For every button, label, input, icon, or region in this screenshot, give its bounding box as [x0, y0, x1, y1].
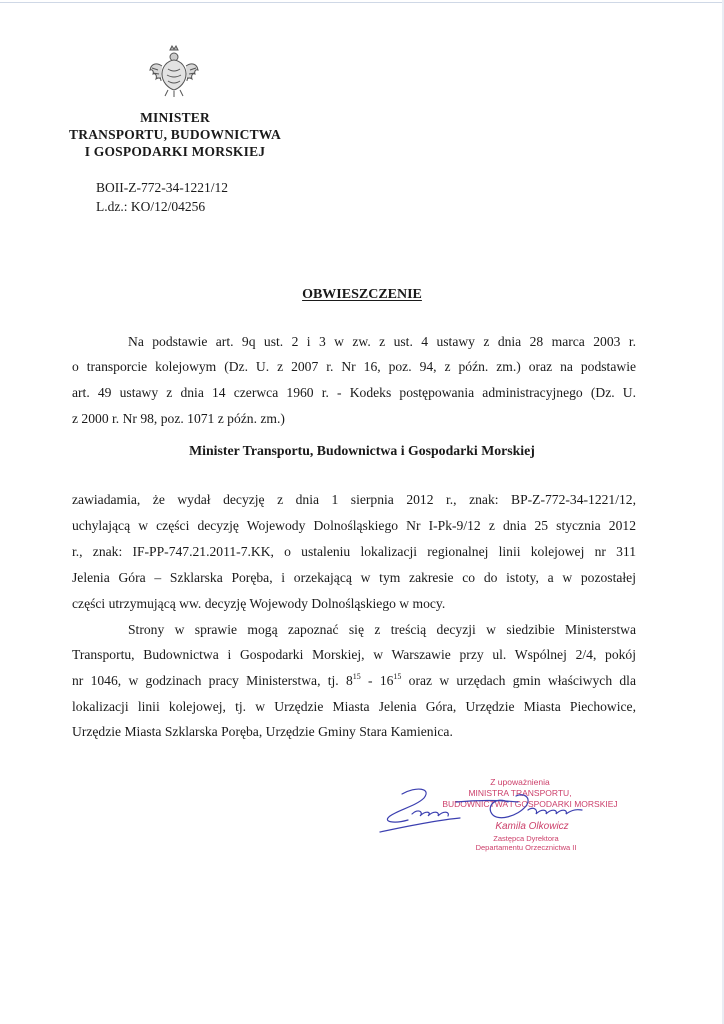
header-ministry-line2: TRANSPORTU, BUDOWNICTWA [69, 127, 281, 142]
stamp-signatory-department: Departamentu Orzecznictwa II [475, 843, 577, 852]
parties-line-2: Transportu, Budownictwa i Gospodarki Morskiej, w Warszawie przy ul. Wspólnej 2/4, pokój [72, 647, 636, 662]
office-hour-start-minutes: 15 [352, 672, 361, 681]
notice-line-1: zawiadamia, że wydał decyzję z dnia 1 sierpnia 2012 r., znak: BP-Z-772-34-1221/12, [72, 492, 636, 507]
handwritten-signature [368, 780, 628, 840]
reference-ldz: L.dz.: KO/12/04256 [96, 199, 206, 214]
scan-edge-line [0, 2, 724, 3]
authority-name: Minister Transportu, Budownictwa i Gospodarki Morskiej [189, 443, 535, 458]
office-hour-separator: - [360, 673, 380, 688]
header-minister: MINISTER [140, 110, 210, 125]
stamp-authorization: Z upoważnienia [490, 777, 550, 787]
intro-line-2: o transporcie kolejowym (Dz. U. z 2007 r. Nr 16, poz. 94, z późn. zm.) oraz na podstawie [72, 359, 636, 374]
parties-line-5: Urzędzie Miasta Szklarska Poręba, Urzędzie Gminy Stara Kamienica. [72, 724, 453, 739]
stamp-signatory-role: Zastępca Dyrektora [493, 834, 559, 843]
document-title [0, 287, 724, 303]
office-hour-end: 16 [379, 673, 394, 688]
notice-line-5: części utrzymującą ww. decyzję Wojewody Dolnośląskiego w mocy. [72, 596, 446, 611]
intro-line-3: art. 49 ustawy z dnia 14 czerwca 1960 r. - Kodeks postępowania administracyjnego (Dz. U. [72, 385, 636, 400]
stamp-signatory-name: Kamila Olkowicz [495, 821, 569, 832]
intro-line-1: Na podstawie art. 9q ust. 2 i 3 w zw. z ust. 4 ustawy z dnia 28 marca 2003 r. [128, 334, 636, 349]
header-ministry-line3: I GOSPODARKI MORSKIEJ [84, 144, 266, 159]
parties-line-4: lokalizacji linii kolejowej, tj. w Urzędzie Miasta Jelenia Góra, Urzędzie Miasta Piechowice, [72, 699, 636, 714]
reference-sign: BOII-Z-772-34-1221/12 [96, 180, 228, 195]
notice-line-3: r., znak: IF-PP-747.21.2011-7.KK, o ustaleniu lokalizacji regionalnej linii kolejowej nr 311 [72, 544, 636, 559]
stamp-minister-line: MINISTRA TRANSPORTU, [468, 788, 572, 798]
intro-line-4: z 2000 r. Nr 98, poz. 1071 z późn. zm.) [72, 411, 285, 426]
eagle-emblem-icon [148, 44, 200, 98]
stamp-ministry-line: BUDOWNICTWA I GOSPODARKI MORSKIEJ [442, 799, 618, 809]
notice-line-2: uchylającą w części decyzję Wojewody Dolnośląskiego Nr I-Pk-9/12 z dnia 25 stycznia 2012 [72, 518, 636, 533]
parties-line-3-start: nr 1046, w godzinach pracy Ministerstwa, tj. [72, 673, 346, 688]
parties-line-1: Strony w sprawie mogą zapoznać się z treścią decyzji w siedzibie Ministerstwa [128, 622, 636, 637]
parties-line-3-end: oraz w urzędach gmin właściwych dla [401, 673, 636, 688]
notice-line-4: Jelenia Góra – Szklarska Poręba, i orzekającą w tym zakresie co do istoty, a w pozostałej [72, 570, 636, 585]
document-title-text: OBWIESZCZENIE [302, 287, 422, 302]
office-hour-start: 8 [345, 673, 353, 688]
parties-line-3 [72, 673, 636, 689]
office-hour-end-minutes: 15 [393, 672, 402, 681]
